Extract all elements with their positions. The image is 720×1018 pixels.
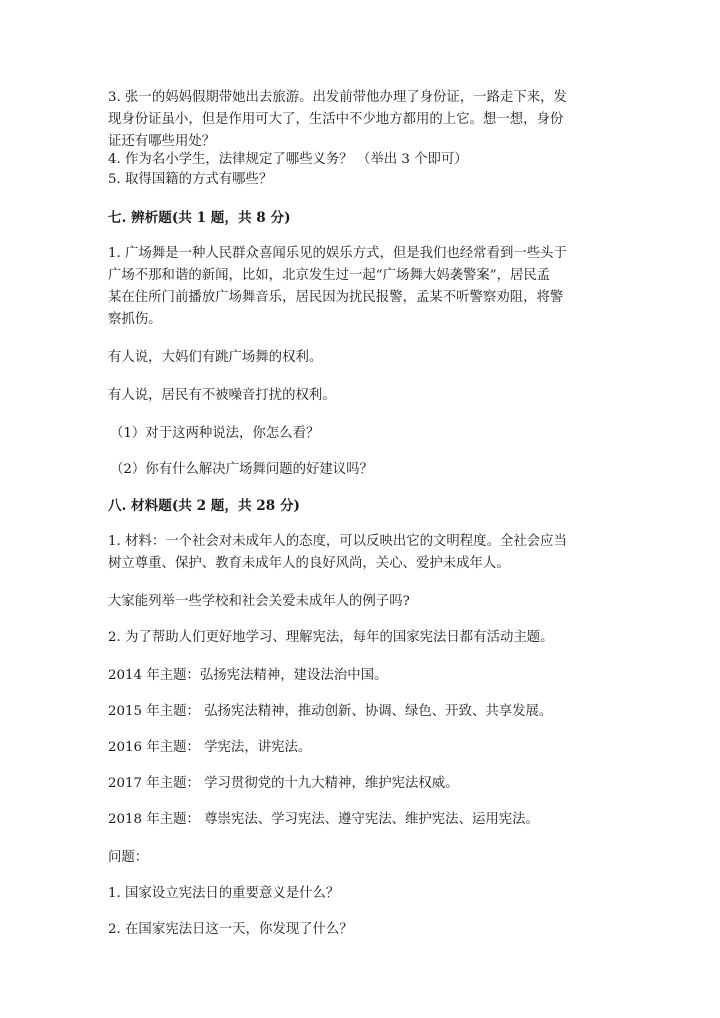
section-7-opinion-1: 有人说，大妈们有跳广场舞的权利。 [108, 350, 323, 365]
section-7-material-line-1: 1. 广场舞是一种人民群众喜闻乐见的娱乐方式，但是我们也经常看到一些头于 [108, 246, 567, 261]
section-7-subquestion-2: （2）你有什么解决广场舞问题的好建议吗？ [110, 462, 373, 477]
section-8-question-2-intro: 2. 为了帮助人们更好地学习、理解宪法，每年的国家宪法日都有活动主题。 [108, 630, 554, 645]
final-question-1: 1. 国家设立宪法日的重要意义是什么？ [108, 886, 340, 901]
question-3-line-2: 现身份证虽小，但是作用可大了，生活中不少地方都用的上它。想一想，身份 [108, 112, 564, 127]
section-7-material-line-4: 察抓伤。 [108, 312, 162, 327]
final-question-2: 2. 在国家宪法日这一天，你发现了什么？ [108, 922, 353, 937]
question-3-line-1: 3. 张一的妈妈假期带她出去旅游。出发前带他办理了身份证，一路走下来，发 [108, 90, 567, 105]
theme-2016: 2016 年主题： 学宪法，讲宪法。 [108, 740, 312, 755]
section-8-material-line-1: 1. 材料：一个社会对未成年人的态度，可以反映出它的文明程度。全社会应当 [108, 534, 567, 549]
section-7-material-line-2: 广场不那和谐的新闻，比如，北京发生过一起“广场舞大妈袭警案”，居民孟 [108, 268, 551, 283]
section-7-material-line-3: 某在住所门前播放广场舞音乐，居民因为扰民报警，孟某不听警察劝阻，将警 [108, 290, 564, 305]
section-8-material-line-2: 树立尊重、保护、教育未成年人的良好风尚，关心、爱护未成年人。 [108, 556, 510, 571]
section-7-opinion-2: 有人说，居民有不被噪音打扰的权利。 [108, 388, 336, 403]
section-8-heading: 八. 材料题(共 2 题，共 28 分) [108, 498, 300, 514]
theme-2018: 2018 年主题： 尊崇宪法、学习宪法、遵守宪法、维护宪法、运用宪法。 [108, 812, 539, 827]
section-7-subquestion-1: （1）对于这两种说法，你怎么看？ [110, 426, 320, 441]
theme-2014: 2014 年主题：弘扬宪法精神，建设法治中国。 [108, 668, 388, 683]
question-5: 5. 取得国籍的方式有哪些？ [108, 172, 273, 187]
question-3-line-3: 证还有哪些用处？ [108, 134, 216, 149]
theme-2015: 2015 年主题： 弘扬宪法精神，推动创新、协调、绿色、开致、共享发展。 [108, 704, 553, 719]
questions-label: 问题： [108, 850, 149, 865]
section-8-question-1: 大家能列举一些学校和社会关爱未成年人的例子吗? [108, 594, 410, 609]
question-4: 4. 作为名小学生，法律规定了哪些义务？ （举出 3 个即可） [108, 152, 468, 167]
theme-2017: 2017 年主题： 学习贯彻党的十九大精神，维护宪法权威。 [108, 776, 459, 791]
section-7-heading: 七. 辨析题(共 1 题，共 8 分) [108, 210, 291, 226]
